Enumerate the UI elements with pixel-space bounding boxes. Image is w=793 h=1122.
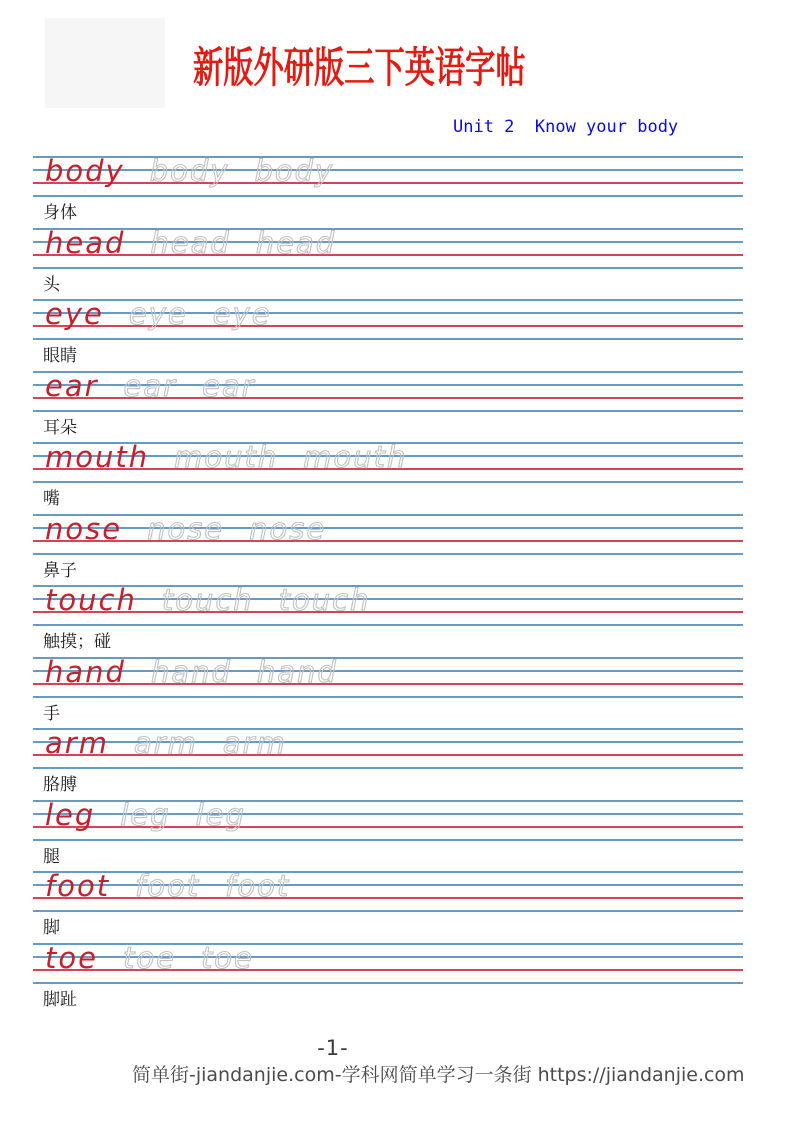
practice-words bbox=[45, 369, 256, 403]
practice-words bbox=[45, 226, 337, 260]
trace-word: body bbox=[254, 154, 335, 188]
trace-word: eye bbox=[212, 297, 272, 331]
word-row bbox=[33, 657, 743, 729]
english-word: body bbox=[45, 154, 125, 188]
english-word: eye bbox=[45, 297, 104, 331]
english-word: leg bbox=[45, 798, 96, 832]
trace-word: ear bbox=[202, 369, 256, 403]
chinese-meaning: 脚 bbox=[43, 918, 60, 938]
guide-line-bottom bbox=[33, 553, 743, 555]
guide-line-bottom bbox=[33, 267, 743, 269]
chinese-meaning: 胳膊 bbox=[43, 775, 77, 795]
trace-word: foot bbox=[225, 869, 291, 903]
chinese-meaning: 脚趾 bbox=[43, 990, 77, 1010]
english-word: toe bbox=[45, 941, 98, 975]
word-row bbox=[33, 156, 743, 228]
word-row bbox=[33, 514, 743, 586]
practice-words bbox=[45, 297, 272, 331]
trace-word: head bbox=[255, 226, 337, 260]
unit-heading: Unit 2 Know your body bbox=[453, 117, 679, 137]
trace-word: head bbox=[150, 226, 231, 260]
word-row bbox=[33, 228, 743, 300]
word-row bbox=[33, 442, 743, 514]
english-word: head bbox=[45, 226, 126, 260]
footer-site-line: 简单街-jiandanjie.com-学科网简单学习一条街 https://jiandanjie.com bbox=[132, 1064, 745, 1086]
watermark-box bbox=[45, 18, 165, 108]
english-word: hand bbox=[45, 655, 126, 689]
trace-word: nose bbox=[249, 512, 327, 546]
practice-words bbox=[45, 655, 338, 689]
guide-line-bottom bbox=[33, 767, 743, 769]
trace-word: toe bbox=[122, 941, 176, 975]
word-row bbox=[33, 371, 743, 443]
trace-word: leg bbox=[120, 798, 171, 832]
practice-words bbox=[45, 869, 291, 903]
english-word: ear bbox=[45, 369, 99, 403]
english-word: touch bbox=[45, 583, 137, 617]
trace-word: touch bbox=[161, 583, 254, 617]
trace-word: ear bbox=[123, 369, 178, 403]
trace-word: eye bbox=[128, 297, 188, 331]
word-row bbox=[33, 585, 743, 657]
guide-line-bottom bbox=[33, 910, 743, 912]
practice-words bbox=[45, 941, 254, 975]
chinese-meaning: 嘴 bbox=[43, 489, 60, 509]
english-word: foot bbox=[45, 869, 111, 903]
trace-word: mouth bbox=[303, 440, 408, 474]
chinese-meaning: 腿 bbox=[43, 847, 60, 867]
trace-word: foot bbox=[135, 869, 201, 903]
chinese-meaning: 头 bbox=[43, 275, 60, 295]
chinese-meaning: 眼睛 bbox=[43, 346, 77, 366]
trace-word: mouth bbox=[174, 440, 279, 474]
word-row bbox=[33, 943, 743, 1015]
practice-words bbox=[45, 726, 287, 760]
trace-word: arm bbox=[133, 726, 198, 760]
trace-word: hand bbox=[256, 655, 338, 689]
chinese-meaning: 耳朵 bbox=[43, 418, 77, 438]
guide-line-bottom bbox=[33, 624, 743, 626]
practice-words bbox=[45, 583, 371, 617]
page-title: 新版外研版三下英语字帖 bbox=[193, 46, 526, 92]
trace-word: touch bbox=[278, 583, 371, 617]
guide-line-bottom bbox=[33, 982, 743, 984]
trace-word: body bbox=[149, 154, 230, 188]
word-rows bbox=[33, 156, 743, 1016]
guide-line-bottom bbox=[33, 481, 743, 483]
chinese-meaning: 身体 bbox=[43, 203, 77, 223]
english-word: mouth bbox=[45, 440, 150, 474]
trace-word: leg bbox=[195, 798, 246, 832]
practice-words bbox=[45, 440, 408, 474]
guide-line-bottom bbox=[33, 696, 743, 698]
word-row bbox=[33, 728, 743, 800]
guide-line-bottom bbox=[33, 839, 743, 841]
word-row bbox=[33, 299, 743, 371]
chinese-meaning: 鼻子 bbox=[43, 561, 77, 581]
english-word: nose bbox=[45, 512, 123, 546]
trace-word: arm bbox=[222, 726, 287, 760]
word-row bbox=[33, 800, 743, 872]
guide-line-bottom bbox=[33, 410, 743, 412]
trace-word: hand bbox=[150, 655, 232, 689]
page-number: -1- bbox=[317, 1036, 349, 1060]
guide-line-bottom bbox=[33, 338, 743, 340]
chinese-meaning: 手 bbox=[43, 704, 60, 724]
chinese-meaning: 触摸；碰 bbox=[43, 632, 111, 652]
guide-line-bottom bbox=[33, 195, 743, 197]
word-row bbox=[33, 871, 743, 943]
practice-words bbox=[45, 154, 335, 188]
english-word: arm bbox=[45, 726, 109, 760]
trace-word: nose bbox=[147, 512, 225, 546]
practice-words bbox=[45, 798, 246, 832]
practice-words bbox=[45, 512, 327, 546]
trace-word: toe bbox=[200, 941, 254, 975]
